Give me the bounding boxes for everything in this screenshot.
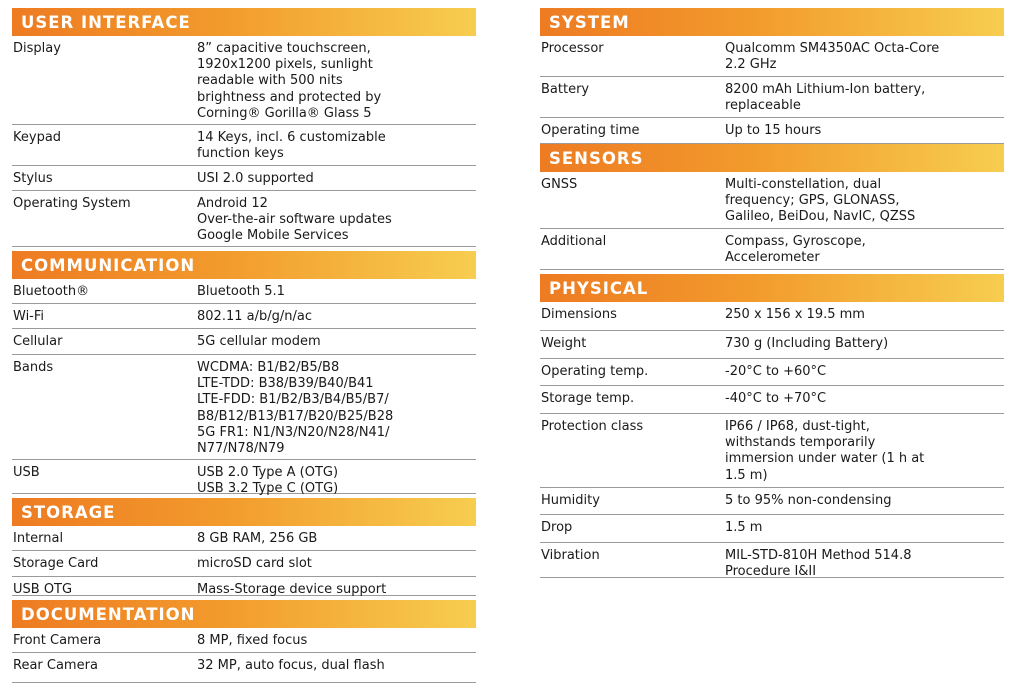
section-communication [12,251,476,497]
spec-label: Cellular [13,334,63,349]
spec-label: Stylus [13,171,53,186]
spec-value: Bluetooth 5.1 [197,284,285,299]
spec-value: microSD card slot [197,556,312,571]
spec-label: Storage Card [13,556,99,571]
spec-row-storage-temp [540,386,1004,414]
spec-value: 14 Keys, incl. 6 customizable function keys [197,130,386,162]
spec-row-front-camera [12,628,476,653]
spec-row-operating-temp [540,359,1004,386]
spec-row-stylus [12,166,476,191]
spec-label: Vibration [541,548,600,563]
spec-column-left [12,8,476,683]
spec-row-protection-class [540,414,1004,488]
spec-label: Operating temp. [541,364,649,379]
section-header: PHYSICAL [540,274,1004,302]
spec-row-drop [540,515,1004,543]
section-storage [12,498,476,596]
spec-label: Rear Camera [13,658,98,673]
spec-row-internal [12,526,476,551]
spec-value: 8200 mAh Lithium-Ion battery, replaceable [725,82,926,114]
section-documentation [12,600,476,683]
spec-value: 1.5 m [725,520,763,535]
spec-value: Mass-Storage device support [197,582,387,597]
spec-value: -20°C to +60°C [725,364,827,379]
spec-value: 5G cellular modem [197,334,321,349]
section-header: DOCUMENTATION [12,600,476,628]
spec-value: Android 12 Over-the-air software updates Google Mobile Services [197,196,392,244]
spec-label: Operating System [13,196,131,211]
spec-label: Protection class [541,419,644,434]
spec-value: 8 MP, fixed focus [197,633,308,648]
spec-row-display [12,36,476,125]
spec-value: 250 x 156 x 19.5 mm [725,307,865,322]
spec-label: Dimensions [541,307,617,322]
spec-row-vibration [540,543,1004,578]
section-sensors [540,144,1004,270]
spec-value: 8” capacitive touchscreen, 1920x1200 pixels, sunlight readable with 500 nits brightness and protected by Corning® Gorilla® Glass 5 [197,41,382,121]
spec-label: Battery [541,82,590,97]
spec-row-additional [540,229,1004,270]
spec-row-processor [540,36,1004,77]
spec-value: WCDMA: B1/B2/B5/B8 LTE-TDD: B38/B39/B40/B41 LTE-FDD: B1/B2/B3/B4/B5/B7/ B8/B12/B13/B17/B20/B25/B28 5G FR1: N1/N3/N20/N28/N41/ N77/N78/N79 [197,360,394,457]
spec-row-usb [12,460,476,497]
spec-value: 32 MP, auto focus, dual flash [197,658,385,673]
spec-row-usb-otg [12,577,476,596]
spec-value: USI 2.0 supported [197,171,314,186]
section-header: COMMUNICATION [12,251,476,279]
spec-label: Storage temp. [541,391,635,406]
spec-row-storage-card [12,551,476,577]
spec-value: Qualcomm SM4350AC Octa-Core 2.2 GHz [725,41,940,73]
spec-label: Additional [541,234,607,249]
spec-value: Compass, Gyroscope, Accelerometer [725,234,866,266]
spec-label: USB [13,465,40,480]
section-header: USER INTERFACE [12,8,476,36]
spec-label: Front Camera [13,633,102,648]
spec-label: Processor [541,41,604,56]
spec-row-humidity [540,488,1004,515]
spec-row-cellular [12,329,476,355]
section-system [540,8,1004,144]
spec-value: 5 to 95% non-condensing [725,493,892,508]
spec-label: Display [13,41,61,56]
spec-value: Up to 15 hours [725,123,822,138]
spec-value: IP66 / IP68, dust-tight, withstands temporarily immersion under water (1 h at 1.5 m) [725,419,925,483]
spec-label: Humidity [541,493,600,508]
spec-value: Multi-constellation, dual frequency; GPS, GLONASS, Galileo, BeiDou, NavIC, QZSS [725,177,916,225]
section-header: STORAGE [12,498,476,526]
spec-row-dimensions [540,302,1004,331]
spec-row-bluetooth [12,279,476,304]
section-physical [540,274,1004,578]
spec-label: Drop [541,520,573,535]
spec-label: Operating time [541,123,640,138]
spec-label: Bands [13,360,54,375]
spec-column-right [540,8,1004,578]
spec-label: Wi-Fi [13,309,45,324]
spec-label: Bluetooth® [13,284,90,299]
section-header: SENSORS [540,144,1004,172]
spec-value: 8 GB RAM, 256 GB [197,531,318,546]
spec-label: GNSS [541,177,578,192]
spec-value: 730 g (Including Battery) [725,336,889,351]
spec-row-gnss [540,172,1004,229]
section-user-interface [12,8,476,247]
spec-label: Weight [541,336,587,351]
spec-row-operating-system [12,191,476,247]
spec-label: Keypad [13,130,62,145]
spec-row-operating-time [540,118,1004,144]
spec-row-keypad [12,125,476,166]
section-header: SYSTEM [540,8,1004,36]
spec-row-battery [540,77,1004,118]
spec-row-bands [12,355,476,460]
spec-label: USB OTG [13,582,73,597]
spec-label: Internal [13,531,64,546]
spec-row-wi-fi [12,304,476,329]
spec-row-rear-camera [12,653,476,683]
spec-row-weight [540,331,1004,359]
spec-value: MIL-STD-810H Method 514.8 Procedure I&II [725,548,912,580]
spec-value: -40°C to +70°C [725,391,827,406]
spec-value: USB 2.0 Type A (OTG) USB 3.2 Type C (OTG) [197,465,339,497]
spec-value: 802.11 a/b/g/n/ac [197,309,312,324]
